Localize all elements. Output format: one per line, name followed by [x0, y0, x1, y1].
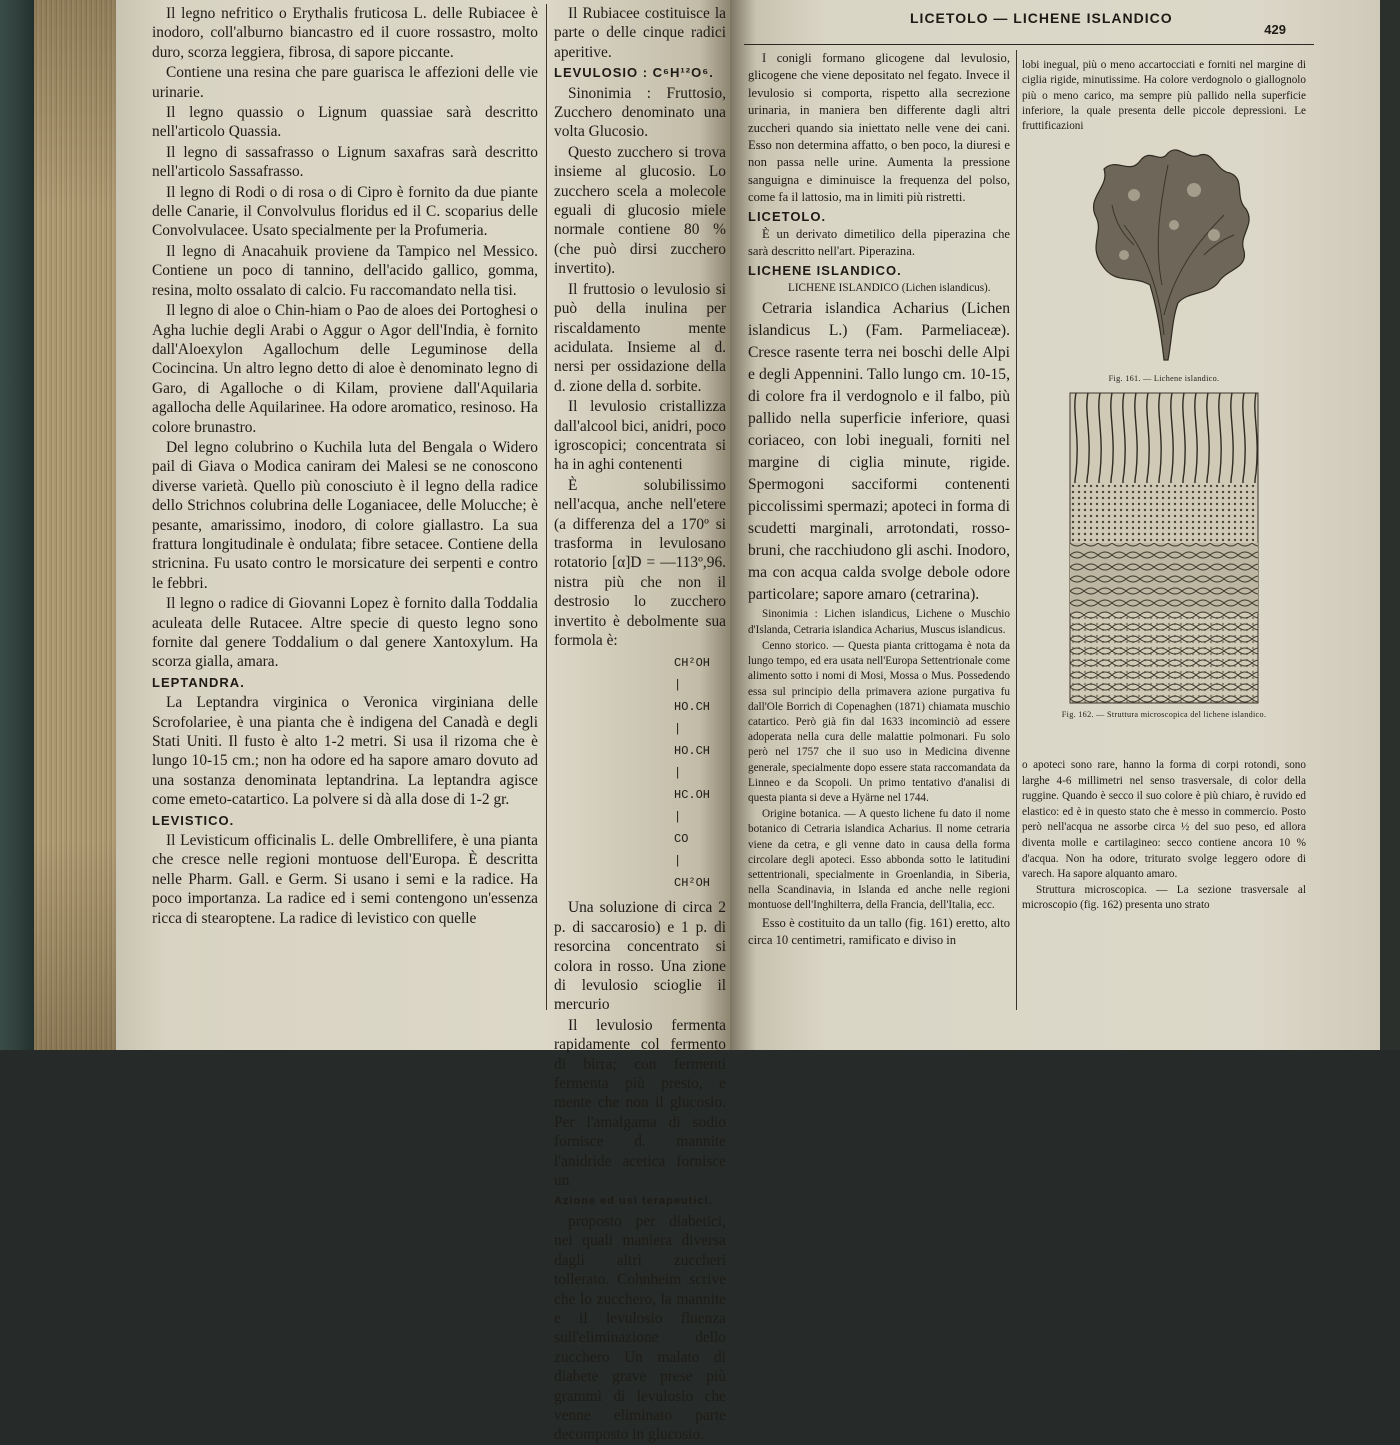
formula-line: |	[674, 854, 682, 869]
paragraph: Il levulosio cristallizza dall'alcool bici, anidri, poco igroscopici; concentrata si ha in aghi contenenti	[554, 398, 726, 474]
formula-line: |	[674, 722, 682, 737]
entry-title-levistico: LEVISTICO.	[152, 812, 235, 828]
paragraph: Il legno di Rodi o di rosa o di Cipro è fornito da due piante delle Canarie, il Convolvulus floridus ed il C. scoparius delle Convolvulacee. Usato specialmente per la Profumeria.	[152, 183, 538, 240]
paragraph: Questo zucchero si trova insieme al glucosio. Lo zucchero scela a molecole eguali di glucosio miele normale contiene 80 % (che può dirsi zucchero invertito).	[554, 143, 726, 278]
formula-line: |	[674, 678, 682, 693]
running-header: LICETOLO — LICHENE ISLANDICO	[910, 10, 1173, 26]
right-column-1	[748, 50, 1010, 1050]
paragraph: Struttura microscopica. — La sezione trasversale al microscopio (fig. 162) presenta uno strato	[1022, 883, 1306, 912]
formula-line: HO.CH	[674, 744, 711, 759]
entry-subtitle: LICHENE ISLANDICO (Lichen islandicus).	[788, 282, 991, 295]
paragraph: Esso è costituito da un tallo (fig. 161) eretto, alto circa 10 centimetri, ramificato e diviso in	[748, 915, 1010, 947]
column-rule	[1016, 50, 1017, 1010]
left-column-2	[554, 0, 726, 1444]
paragraph: Sinonimia : Fruttosio, Zucchero denominato una volta Glucosio.	[554, 84, 726, 141]
right-page	[730, 0, 1382, 1050]
paragraph: lobi inegual, più o meno accartocciati e forniti nel margine di ciglia rigide, minutissime. Ha colore verdognolo o giallognolo più o meno carico, ma sempre più pallido nella superficie inferiore, la quale presenta delle piccole depressioni. Le fruttificazioni	[1022, 59, 1306, 133]
paragraph: Il Levisticum officinalis L. delle Ombrellifere, è una pianta che cresce nelle regioni montuose dell'Europa. È descritta nelle Pharm. Gall. e Germ. Si usano i semi e la radice. Ha poco importanza. La radice ed i semi contengono un'essenza ricca di stearoptene. La radice di levistico con quelle	[152, 832, 538, 927]
formula-line: CO	[674, 832, 689, 847]
microscopic-structure-illustration	[1070, 393, 1258, 703]
structural-formula	[674, 652, 726, 894]
page-number: 429	[1264, 22, 1286, 37]
entry-title-azione: Azione ed usi terapeutici.	[554, 1194, 713, 1207]
formula-line: HO.CH	[674, 700, 711, 715]
left-page	[116, 0, 730, 1444]
paragraph: proposto per diabetici, nei quali maniera diversa dagli altri zuccheri tollerato. Cohnheim scrive che lo zucchero, la mannite e il levulosio fluenza sull'eliminazione dello zucchero Un malato di diabete grave prese più grammi di levulosio che venne eliminato parte decomposto in glucosio.	[554, 1212, 726, 1444]
lichen-illustration	[1064, 135, 1264, 367]
right-column-2-lower	[1022, 758, 1306, 914]
figure-caption-162: Fig. 162. — Struttura microscopica del lichene islandico.	[1061, 709, 1267, 719]
header-rule	[744, 44, 1314, 45]
paragraph: Il legno quassio o Lignum quassiae sarà descritto nell'articolo Quassia.	[152, 104, 538, 141]
entry-title-licetolo: LICETOLO.	[748, 208, 827, 224]
entry-title-levulosio: LEVULOSIO : C⁶H¹²O⁶.	[554, 65, 714, 81]
paragraph: Il legno o radice di Giovanni Lopez è fornito dalla Toddalia aculeata delle Rutacee. Altre specie di questo legno sono fornite dal genere Toddalium o dal genere Xantoxylum. Ha scorza gialla, amara.	[152, 595, 538, 671]
formula-line: |	[674, 766, 682, 781]
paragraph: È un derivato dimetilico della piperazina che sarà descritto nell'art. Piperazina.	[748, 227, 1010, 259]
entry-title-lichene: LICHENE ISLANDICO.	[748, 262, 902, 278]
background-edge	[1380, 0, 1400, 1050]
paragraph: La Leptandra virginica o Veronica virginiana delle Scrofolariee, è una pianta che è indigena del Canadà e degli Stati Uniti. Il fusto è alto 1-2 metri. Si usa il rizoma che è lungo 10-15 cm.; non ha odore ed ha sapore amaro dovuto ad una sostanza denominata leptandrina. La leptandra agisce come emeto-catartico. La polvere si dà alla dose di 1-2 gr.	[152, 694, 538, 809]
paragraph: Del legno colubrino o Kuchila luta del Bengala o Widero pail di Giava o Modica caniram dei Malesi se ne conoscono diverse varietà. Quello più conosciuto è il legno della radice dello Strichnos colubrina delle Loganiacee, delle Molucche; è pesante, amarissimo, inodoro, di colore giallastro. La sua frattura longitudinale è ondulata; fibre setacee. Contiene della stricnina. Fu usato contro le morsicature dei serpenti e contro le febbri.	[152, 438, 538, 592]
paragraph: Cetraria islandica Acharius (Lichen islandicus L.) (Fam. Parmeliaceæ). Cresce rasente terra nei boschi delle Alpi e degli Appennini. Tallo lungo cm. 10-15, di colore fra il verdognolo e il falbo, più pallido nella superficie inferiore, quasi coriaceo, con lobi ineguali, forniti nel margine di ciglia minute, rigide. Spermogoni sacciformi contenenti piccolissimi spermazi; apoteci in forma di scudetti marginali, arrotondati, rosso-bruni, che racchiudono gli aschi. Inodoro, ma con acqua calda svolge debole odore particolare; sapore amaro (cetrarina).	[748, 300, 1010, 604]
paragraph: Il legno nefritico o Erythalis fruticosa L. delle Rubiacee è inodoro, coll'alburno biancastro ed il cuore rossastro, molto duro, scorza leggiera, fibrosa, di sapore piccante.	[152, 5, 538, 61]
paragraph: Il Rubiacee costituisce la parte o delle cinque radici aperitive.	[554, 5, 726, 61]
book-cover-edge	[0, 0, 34, 1050]
paragraph: È solubilissimo nell'acqua, anche nell'etere (a differenza del a 170º si trasforma in levulosano rotatorio [α]D = —113º,96. nistra più che non il destrosio lo zucchero invertito è debolmente sua formola è:	[554, 476, 726, 649]
paragraph: Cenno storico. — Questa pianta crittogama è nota da lungo tempo, ed era usata nell'Europa Settentrionale come alimento sotto i nomi di Mosi, Mossa o Mus. Possedendo essa sul principio della primavera azione purgativa fu dall'Ole Borrich di Copenaghen (1871) chiamata muschio catartico. Però già fin dal 1633 incominciò ad essere adoperata nella cura delle malattie polmonari. Fu solo però nel 1757 che il suo uso in Medicina divenne generale, specialmente dopo essere stata raccomandata da Linneo e da Scopoli. Un primo tentativo d'analisi di questa pianta si deve a Hyärne nel 1744.	[748, 639, 1010, 804]
paragraph: Origine botanica. — A questo lichene fu dato il nome botanico di Cetraria islandica Acharius. Il nome cetraria viene da cetra, e gli venne dato in causa della forma circolare degli apoteci. Esso abbonda sotto le latitudini settentrionali, specialmente in Groenlandia, in Siberia, nella Scandinavia, in Islanda ed anche nelle regioni montuose dell'Inghilterra, della Francia, dell'Italia, ecc.	[748, 808, 1010, 912]
formula-line: CH²OH	[674, 656, 711, 671]
formula-line: HC.OH	[674, 788, 711, 803]
figure-caption-161: Fig. 161. — Lichene islandico.	[1108, 374, 1220, 384]
paragraph: Il levulosio fermenta rapidamente col fermento di birra; con fermenti fermenta più presto, e mente che non il glucosio. Per l'amalgama di sodio fornisce d. mannite l'anidride acetica fornisce un	[554, 1016, 726, 1190]
paragraph: Una soluzione di circa 2 p. di saccarosio) e 1 p. di resorcina concentrato si colora in rosso. Una zione di levulosio scioglie il mercurio	[554, 899, 726, 1014]
entry-title-leptandra: LEPTANDRA.	[152, 674, 245, 690]
left-column-1	[152, 0, 538, 1050]
page-edges	[34, 0, 120, 1050]
paragraph: Il fruttosio o levulosio si può della inulina per riscaldamento mente acidulata. Insieme al d. nersi per ossidazione della d. zione della d. sorbite.	[554, 280, 726, 395]
paragraph: Sinonimia : Lichen islandicus, Lichene o Muschio d'Islanda, Cetraria islandica Acharius, Muscus islandicus.	[748, 608, 1010, 636]
paragraph: Contiene una resina che pare guarisca le affezioni delle vie urinarie.	[152, 64, 538, 101]
paragraph: I conigli formano glicogene dal levulosio, glicogene che viene depositato nel fegato. Invece il levulosio si comporta, rispetto alla secrezione urinaria, in maniera ben differente dagli altri zuccheri quando sia iniettato nelle vene dei cani. Esso non determina affatto, o ben poco, la diuresi e non passa nelle urine. Aumenta la pressione sanguigna e diminuisce la frequenza del polso, come fa il lattosio, ma in limiti più ristretti.	[748, 51, 1010, 205]
paragraph: Il legno di aloe o Chin-hiam o Pao de aloes dei Portoghesi o Agha luchie degli Arabi o Aggur o Agor dell'India, è fornito dall'Aloexylon Agallochum delle Leguminose della Cocincina. Un altro legno detto di aloe è denominato legno di Garo, di Agalloche o di Kilam, proviene dall'Aquilaria agallocha delle Aquilarinee. Ha odore aromatico, resinoso. Ha colore brunastro.	[152, 302, 538, 436]
formula-line: CH²OH	[674, 876, 711, 891]
formula-line: |	[674, 810, 682, 825]
column-rule	[546, 4, 547, 1010]
paragraph: Il legno di Anacahuik proviene da Tampico nel Messico. Contiene un poco di tannino, dell'acido gallico, gomma, resina, molto ossalato di calcio. Fu raccomandato nella tisi.	[152, 242, 538, 299]
paragraph: Il legno di sassafrasso o Lignum saxafras sarà descritto nell'articolo Sassafrasso.	[152, 143, 538, 181]
paragraph: o apoteci sono rare, hanno la forma di corpi rotondi, sono larghe 4-6 millimetri nel senso trasversale, di color della ruggine. Quando è secco il suo colore è più chiaro, è ruvido ed elastico: ed è in questo stato che è messo in commercio. Posto però nell'acqua ne assorbe circa ½ del suo peso, ed allora diventa molle e cartilagineo: secco contiene ancora 10 % d'acqua. Non ha odore, triturato svolge leggero odore di varech. Ha sapore alquanto amaro.	[1022, 759, 1306, 881]
